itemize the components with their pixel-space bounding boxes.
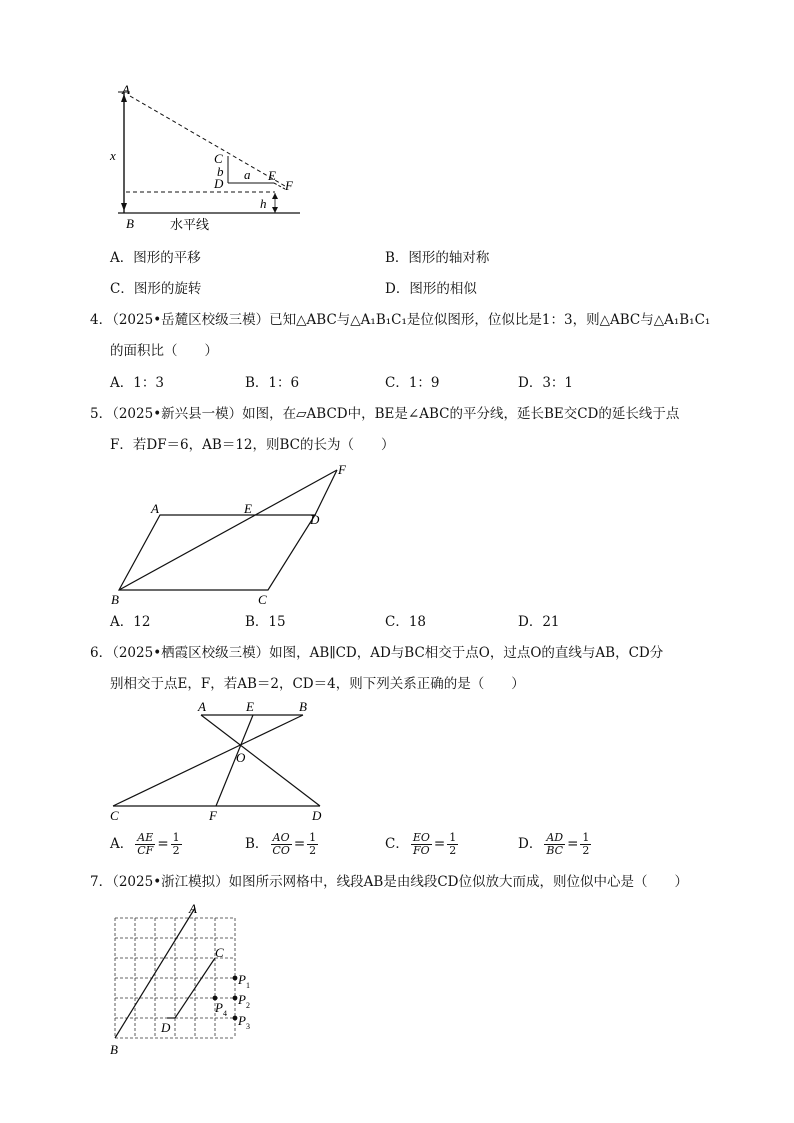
equals-sign: = [567, 836, 579, 852]
q3-figure [100, 80, 310, 235]
option-label: A． [110, 250, 134, 266]
q3-option-c[interactable] [110, 279, 201, 299]
numerator: EO [412, 830, 430, 844]
q6-stem-line1: 6．（2025•栖霞区校级三模）如图，AB∥CD，AD与BC相交于点O，过点O的直线与AB，CD分 [90, 645, 664, 661]
fig3-caption: 水平线 [170, 217, 210, 232]
h-arrow-top [272, 193, 278, 199]
fig3-label-a-small: a [244, 167, 251, 182]
q6-option-c[interactable] [385, 826, 460, 862]
equals-sign: = [157, 836, 169, 852]
fraction-left [135, 832, 155, 857]
fig7-label-p4: $P_4$ [215, 1000, 227, 1018]
numerator: 1 [309, 830, 317, 844]
option-text: 1：9 [408, 375, 440, 391]
q6-option-b[interactable] [245, 826, 320, 862]
fig3-label-f: F [285, 178, 293, 193]
q5-stem-line1: 5．（2025•新兴县一模）如图，在▱ABCD中，BE是∠ABC的平分线，延长BE交CD的延长线于点 [90, 406, 680, 422]
q4-option-a[interactable] [110, 373, 164, 393]
fraction-left [544, 832, 565, 857]
option-label: D． [518, 836, 543, 852]
option-text: 图形的平移 [133, 250, 201, 266]
option-label: C． [385, 836, 409, 852]
fraction-right [447, 832, 458, 857]
option-text: 图形的相似 [409, 281, 477, 297]
option-text: 3：1 [542, 375, 574, 391]
option-label: A． [110, 614, 134, 630]
point-p3 [233, 1016, 238, 1021]
option-label: B． [245, 375, 269, 391]
denominator: 2 [309, 843, 317, 857]
q6-figure [105, 698, 335, 822]
option-label: C． [385, 375, 409, 391]
option-text: 图形的旋转 [133, 281, 202, 297]
equals-sign: = [433, 836, 446, 852]
q4-stem-line1: 4．（2025•岳麓区校级三模）已知△ABC与△A₁B₁C₁是位似图形，位似比是1：3，则△ABC与△A₁B₁C₁ [90, 312, 711, 328]
fig7-label-p3: $P_3$ [238, 1013, 250, 1031]
denominator: BC [546, 843, 564, 857]
fig3-label-a: A [122, 82, 130, 97]
q5-option-b[interactable] [245, 612, 286, 632]
option-label: B． [245, 836, 269, 852]
option-label: B． [385, 250, 409, 266]
equals-sign: = [293, 836, 306, 852]
q4-option-b[interactable] [245, 373, 299, 393]
fig7-label-b: B [110, 1042, 118, 1057]
q6-stem-line2: 别相交于点E，F，若AB＝2，CD＝4，则下列关系正确的是（ ） [110, 676, 525, 692]
fraction-left [270, 832, 291, 857]
fig6-label-e: E [246, 699, 254, 714]
fig6-label-c: C [110, 808, 119, 822]
denominator: 2 [449, 843, 457, 857]
fig3-label-b-small: b [217, 164, 224, 179]
denominator: FO [413, 843, 430, 857]
fig3-label-h: h [260, 196, 267, 211]
q3-option-b[interactable] [385, 248, 489, 268]
fig7-label-a: A [189, 901, 197, 916]
numerator: AO [272, 830, 290, 844]
x-arrow-bottom [121, 203, 127, 211]
option-label: C． [110, 281, 134, 297]
numerator: AE [137, 830, 154, 844]
fig7-label-c: C [215, 945, 224, 960]
q7-figure [105, 898, 275, 1060]
numerator: 1 [582, 830, 590, 844]
q5-option-a[interactable] [110, 612, 150, 632]
fig5-label-c: C [258, 592, 267, 607]
option-label: D． [518, 375, 543, 391]
numerator: 1 [172, 830, 180, 844]
q4-option-c[interactable] [385, 373, 440, 393]
fraction-right [171, 832, 182, 857]
fig5-label-e: E [244, 501, 252, 516]
fig6-label-d: D [312, 808, 322, 822]
option-text: 12 [133, 614, 151, 630]
fraction-left [411, 832, 432, 857]
h-arrow-bottom [272, 207, 278, 213]
segment-ad [201, 715, 320, 806]
option-label: D． [518, 614, 543, 630]
segment-ef [216, 715, 253, 806]
option-text: 1：3 [133, 375, 164, 391]
fraction-right [307, 832, 318, 857]
fig5-label-b: B [111, 592, 119, 607]
denominator: 2 [582, 843, 590, 857]
option-label: C． [385, 614, 409, 630]
option-label: D． [385, 281, 410, 297]
option-label: A． [110, 836, 134, 852]
fig7-label-p1: $P_1$ [238, 972, 250, 990]
dashed-grid [115, 918, 235, 1038]
option-text: 21 [542, 614, 560, 630]
q4-stem-line2: 的面积比（ ） [110, 343, 218, 359]
option-label: A． [110, 375, 134, 391]
q5-option-c[interactable] [385, 612, 426, 632]
fig6-label-o: O [236, 750, 246, 765]
q4-option-d[interactable] [518, 373, 573, 393]
fig3-label-x: x [110, 148, 116, 163]
parallelogram-abcd [119, 515, 315, 590]
fig3-label-b: B [126, 216, 134, 231]
sight-line-ae [130, 96, 285, 186]
q7-stem-line1: 7．（2025•浙江模拟）如图所示网格中，线段AB是由线段CD位似放大而成，则位似中心是（ ） [90, 874, 688, 890]
option-text: 15 [268, 614, 286, 630]
point-p1 [233, 976, 238, 981]
ef-dash [274, 183, 285, 189]
q5-option-d[interactable] [518, 612, 560, 632]
fig7-label-d: D [161, 1020, 171, 1035]
q5-figure [105, 460, 355, 608]
q6-option-a[interactable] [110, 826, 184, 862]
q5-stem-line2: F．若DF＝6，AB＝12，则BC的长为（ ） [110, 437, 395, 453]
option-text: 18 [408, 614, 427, 630]
numerator: AD [546, 830, 564, 844]
segment-df [315, 470, 337, 515]
fig6-label-a: A [198, 699, 206, 714]
fig5-label-d: D [310, 512, 320, 527]
fraction-right [580, 832, 591, 857]
fig3-label-c: C [214, 151, 223, 166]
option-text: 图形的轴对称 [408, 250, 490, 266]
option-label: B． [245, 614, 269, 630]
numerator: 1 [449, 830, 457, 844]
fig5-label-f: F [338, 462, 346, 477]
q3-option-d[interactable] [385, 279, 477, 299]
segment-bc [113, 715, 303, 806]
fig5-label-a: A [151, 501, 159, 516]
option-text: 1：6 [268, 375, 300, 391]
denominator: CF [137, 843, 154, 857]
point-p2 [233, 996, 238, 1001]
fig6-label-f: F [209, 808, 217, 822]
fig3-label-e: E [268, 168, 276, 183]
q3-option-a[interactable] [110, 248, 201, 268]
fig6-label-b: B [299, 699, 307, 714]
denominator: 2 [172, 843, 180, 857]
fig3-label-d: D [214, 176, 224, 191]
fig7-label-p2: $P_2$ [238, 992, 250, 1010]
denominator: CO [272, 843, 290, 857]
q6-option-d[interactable] [518, 826, 593, 862]
